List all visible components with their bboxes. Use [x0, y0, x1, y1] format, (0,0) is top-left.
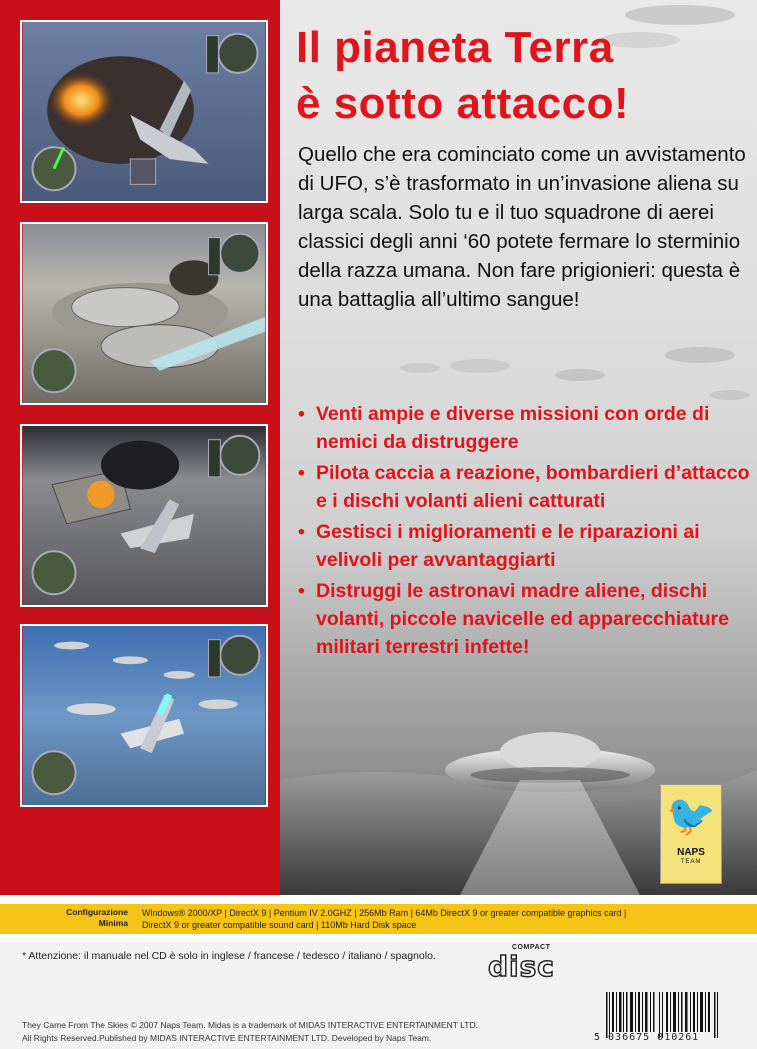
requirements-text: [142, 907, 752, 931]
logo-name: NAPS: [677, 847, 705, 858]
compact-disc-top: COMPACT: [512, 944, 551, 951]
screenshot-3: [20, 424, 268, 607]
requirements-line-1: Windows® 2000/XP | DirectX 9 | Pentium IV 2.0GHZ | 256Mb Ram | 64Mb DirectX 9 or greater compatible graphics card |: [142, 908, 627, 918]
requirements-line-2: DirectX 9 or greater compatible sound card | 110Mb Hard Disk space: [142, 920, 417, 930]
headline: [296, 20, 751, 132]
screenshot-1: [20, 20, 268, 203]
compact-disc-logo: [488, 944, 564, 984]
screenshot-strip: [0, 0, 280, 895]
feature-item: • Gestisci i miglioramenti e le riparazioni ai velivoli per avvantaggiarti: [298, 518, 750, 574]
naps-team-logo: [660, 784, 722, 884]
requirements-bar: [0, 895, 757, 942]
screenshot-4-art: [22, 626, 266, 805]
bird-mascot-icon: 🐦: [666, 794, 716, 838]
feature-item: • Pilota caccia a reazione, bombardieri d’attacco e i dischi volanti alieni catturati: [298, 459, 750, 515]
requirements-label: [40, 907, 128, 929]
screenshot-3-art: [22, 426, 266, 605]
headline-line-1: Il pianeta Terra: [296, 23, 614, 72]
barcode-number: 5 036675 010261: [594, 1032, 700, 1043]
requirements-label-line-2: Minima: [98, 918, 128, 928]
legal-line-2: All Rights Reserved.Published by MIDAS INTERACTIVE ENTERTAINMENT LTD. Developed by Naps Team.: [22, 1033, 432, 1043]
screenshot-2-art: [22, 224, 266, 403]
feature-item: • Venti ampie e diverse missioni con orde di nemici da distruggere: [298, 400, 750, 456]
intro-text: Quello che era cominciato come un avvistamento di UFO, s’è trasformato in un’invasione aliena su larga scala. Solo tu e il tuo squadrone di aerei classici degli anni ‘60 potete fermare lo sterminio della razza umana. Non fare prigionieri: questa è una battaglia all’ultimo sangue!: [298, 143, 746, 311]
screenshot-1-art: [22, 22, 266, 201]
requirements-label-line-1: Configurazione: [66, 907, 128, 917]
compact-disc-main: disc: [488, 950, 555, 983]
feature-list: [298, 400, 750, 664]
legal-line-1: They Came From The Skies © 2007 Naps Team. Midas is a trademark of MIDAS INTERACTIVE ENTERTAINMENT LTD.: [22, 1020, 478, 1030]
headline-line-2: è sotto attacco!: [296, 79, 630, 128]
legal-text: [22, 1019, 478, 1045]
language-notice: * Attenzione: il manuale nel CD è solo in inglese / francese / tedesco / italiano / spagnolo.: [22, 950, 436, 962]
info-panel: [280, 0, 757, 895]
screenshot-2: [20, 222, 268, 405]
feature-item: • Distruggi le astronavi madre aliene, dischi volanti, piccole navicelle ed apparecchiature militari terrestri infette!: [298, 577, 750, 661]
screenshot-4: [20, 624, 268, 807]
logo-sub: TEAM: [680, 859, 702, 865]
